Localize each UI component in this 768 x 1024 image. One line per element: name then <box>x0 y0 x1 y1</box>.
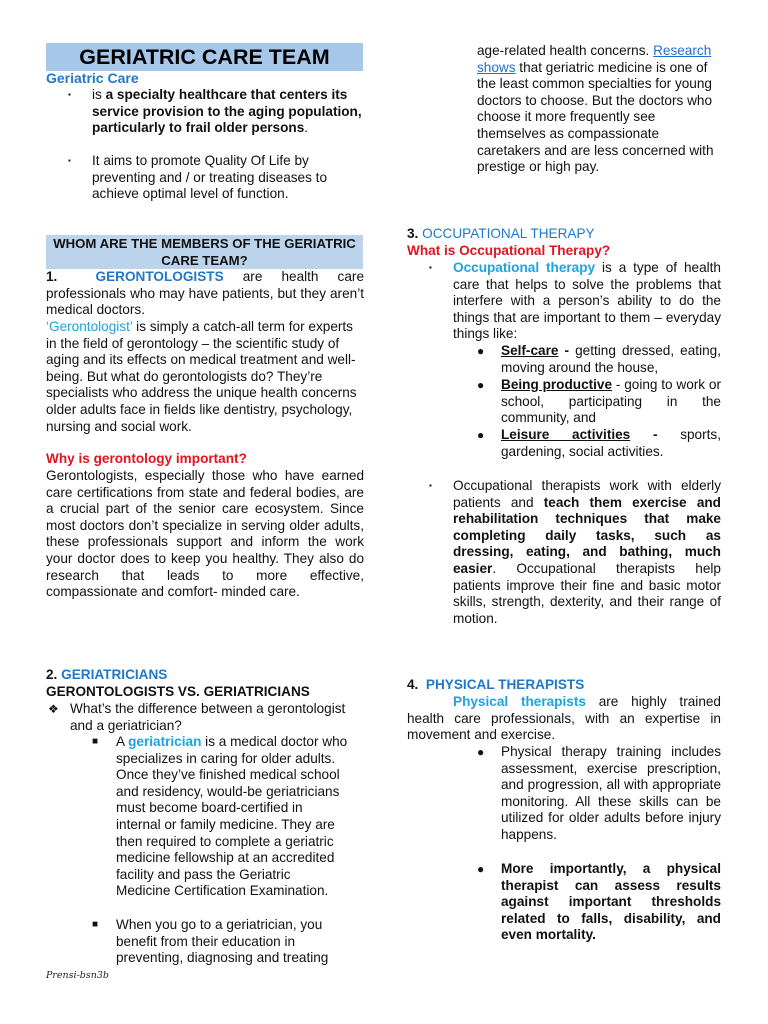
what-is-ot-heading: What is Occupational Therapy? <box>407 243 611 258</box>
round-bullet-icon: ● <box>477 344 485 358</box>
research-shows-link[interactable]: Research shows <box>477 43 712 75</box>
pt-intro: Physical therapists are highly trained health care professionals, with an expertise in movement and exercise. <box>407 694 721 743</box>
occupational-therapy-heading: 3. OCCUPATIONAL THERAPY <box>407 226 595 241</box>
small-square-bullet-icon: ▪ <box>429 481 432 490</box>
footer-signature: Prensi-bsn3b <box>46 970 109 981</box>
geriatric-care-heading: Geriatric Care <box>46 70 139 86</box>
gerontologists-intro: 1. GERONTOLOGISTS are health care professionals who may have patients, but they aren’t medical doctors. <box>46 269 365 318</box>
four-diamond-bullet-icon: ❖ <box>48 702 59 716</box>
geriatrics-continued: age-related health concerns. Research shows that geriatric medicine is one of the least common specialties for young doctors to choose. But the doctors who choose it more frequently see themselves as compassionate caretakers and are less concerned with prestige or high pay. <box>477 43 714 175</box>
square-bullet-icon: ■ <box>92 919 99 930</box>
small-square-bullet-icon: ▪ <box>68 90 71 99</box>
page-title: GERIATRIC CARE TEAM <box>46 43 363 71</box>
gero-vs-geri-heading: GERONTOLOGISTS VS. GERIATRICIANS <box>46 684 310 699</box>
small-square-bullet-icon: ▪ <box>429 263 432 272</box>
gerontologist-definition: ‘Gerontologist’ is simply a catch-all term for experts in the field of gerontology – the scientific study of aging and its effects on medical treatment and well- being. But what do gerontologists do? They’re specialists who address the unique health concerns older adults face in fields like dentistry, psychology, nursing and social work. <box>46 319 357 434</box>
square-bullet-icon: ■ <box>92 736 99 747</box>
round-bullet-icon: ● <box>477 378 485 392</box>
geriatricians-heading: 2. GERIATRICIANS <box>46 667 168 682</box>
round-bullet-icon: ● <box>477 428 485 442</box>
small-square-bullet-icon: ▪ <box>68 156 71 165</box>
members-heading: WHOM ARE THE MEMBERS OF THE GERIATRIC CARE TEAM? <box>46 235 363 269</box>
gerontologists-heading: GERONTOLOGISTS <box>95 269 224 284</box>
round-bullet-icon: ● <box>477 745 485 759</box>
why-gerontology-heading: Why is gerontology important? <box>46 451 247 466</box>
why-gerontology-paragraph: Gerontologists, especially those who have earned care certifications from state and federal bodies, are a crucial part of the senior care ecosystem. Since most doctors don’t specialize in serving older adults, these professionals support and inform the work your doctor does to keep you healthy. They also do research that leads to more effective, compassionate and comfort- minded care. <box>46 468 364 600</box>
physical-therapists-heading: 4. PHYSICAL THERAPISTS <box>407 677 585 692</box>
round-bullet-icon: ● <box>477 862 485 876</box>
